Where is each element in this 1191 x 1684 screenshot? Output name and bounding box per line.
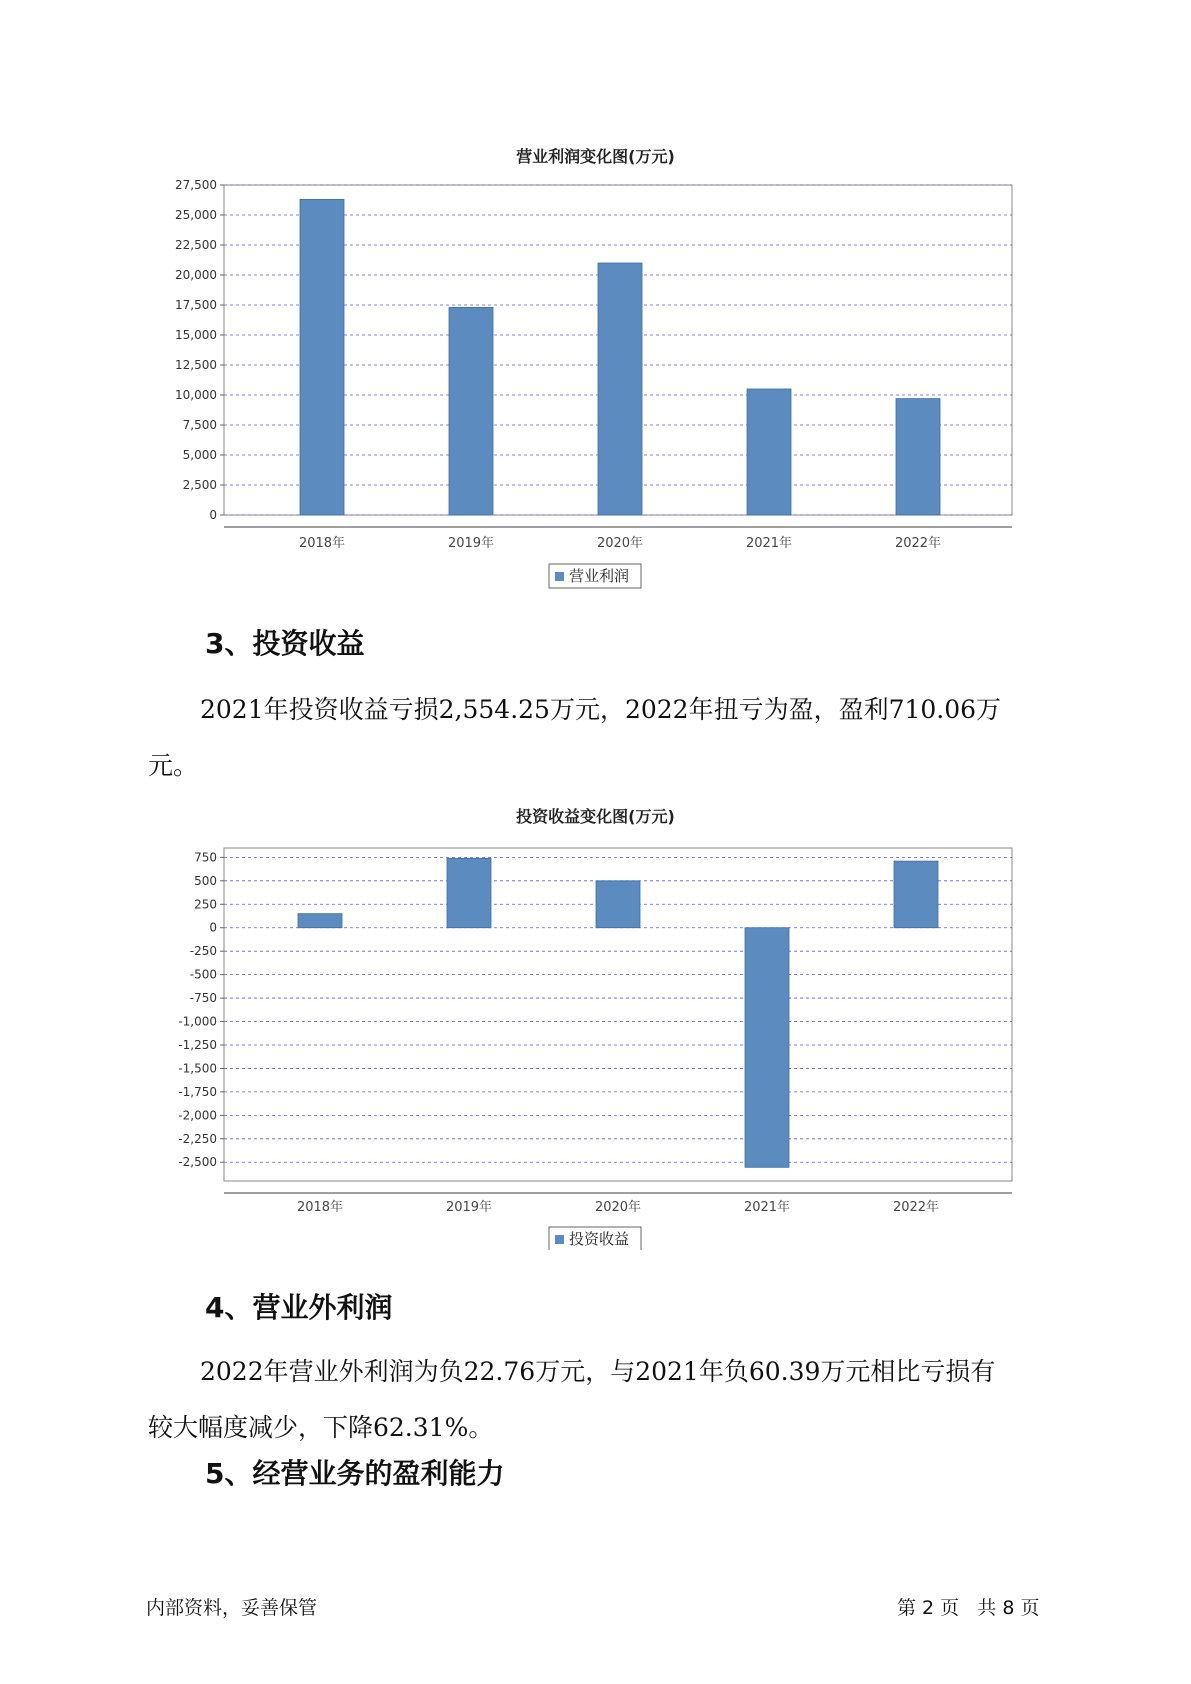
y-tick-label: -2,250	[178, 1131, 217, 1146]
y-tick-label: 5,000	[182, 448, 217, 462]
y-tick-label: -250	[189, 944, 217, 959]
x-tick-label: 2018年	[298, 536, 346, 551]
footer-confidential-note: 内部资料，妥善保管	[146, 1597, 318, 1619]
y-tick-label: -1,000	[178, 1014, 217, 1029]
x-tick-label: 2018年	[296, 1200, 344, 1215]
section-3-line-2: 元。	[148, 751, 199, 780]
legend-swatch	[555, 1235, 564, 1244]
y-tick-label: -2,000	[178, 1108, 217, 1123]
bar-2021年	[747, 389, 791, 515]
y-tick-label: 17,500	[175, 298, 217, 312]
y-tick-label: 250	[194, 897, 217, 912]
chart2-title: 投资收益变化图(万元)	[516, 807, 675, 826]
y-tick-label: 20,000	[175, 268, 217, 282]
y-tick-label: 27,500	[175, 178, 217, 192]
footer-page-number: 第 2 页 共 8 页	[897, 1597, 1040, 1619]
y-tick-label: 22,500	[175, 238, 217, 252]
y-tick-label: -2,500	[178, 1155, 217, 1170]
section-4-line-2: 较大幅度减少，下降62.31%。	[148, 1413, 494, 1442]
section-4-heading: 4、营业外利润	[205, 1291, 393, 1324]
bar-2020年	[598, 263, 642, 515]
x-tick-label: 2020年	[594, 1200, 642, 1215]
y-tick-label: 0	[209, 920, 217, 935]
y-tick-label: -1,750	[178, 1084, 217, 1099]
bar-2020年	[596, 881, 640, 928]
y-tick-label: -1,500	[178, 1061, 217, 1076]
x-tick-label: 2020年	[596, 536, 644, 551]
legend-label: 营业利润	[569, 567, 630, 585]
investment-income-chart	[0, 600, 1191, 1250]
x-tick-label: 2021年	[745, 536, 793, 551]
y-tick-label: 7,500	[182, 418, 217, 432]
section-5-heading: 5、经营业务的盈利能力	[205, 1457, 505, 1490]
bar-2022年	[896, 399, 940, 515]
bar-2018年	[298, 914, 342, 928]
y-tick-label: 2,500	[182, 478, 217, 492]
y-tick-label: 750	[194, 850, 217, 865]
x-tick-label: 2019年	[445, 1200, 493, 1215]
bar-2022年	[894, 861, 938, 928]
x-tick-label: 2022年	[892, 1200, 940, 1215]
y-tick-label: 15,000	[175, 328, 217, 342]
x-tick-label: 2019年	[447, 536, 495, 551]
y-tick-label: -750	[189, 991, 217, 1006]
x-tick-label: 2022年	[894, 536, 942, 551]
legend-label: 投资收益	[569, 1230, 630, 1248]
section-3-line-1: 2021年投资收益亏损2,554.25万元，2022年扭亏为盈，盈利710.06万	[200, 695, 1002, 724]
y-tick-label: 0	[209, 508, 217, 522]
y-tick-label: -1,250	[178, 1037, 217, 1052]
operating-profit-chart	[0, 0, 1191, 600]
y-tick-label: 25,000	[175, 208, 217, 222]
y-tick-label: 500	[194, 873, 217, 888]
y-tick-label: 12,500	[175, 358, 217, 372]
x-tick-label: 2021年	[743, 1200, 791, 1215]
bar-2021年	[745, 928, 789, 1168]
y-tick-label: 10,000	[175, 388, 217, 402]
legend-swatch	[555, 572, 564, 581]
bar-2019年	[449, 307, 493, 515]
section-4-line-1: 2022年营业外利润为负22.76万元，与2021年负60.39万元相比亏损有	[200, 1357, 996, 1386]
section-3-heading: 3、投资收益	[205, 627, 365, 660]
bar-2019年	[447, 858, 491, 927]
section-4-paragraph	[148, 1344, 1048, 1456]
bar-2018年	[300, 199, 344, 515]
y-tick-label: -500	[189, 967, 217, 982]
chart1-title: 营业利润变化图(万元)	[516, 147, 675, 166]
